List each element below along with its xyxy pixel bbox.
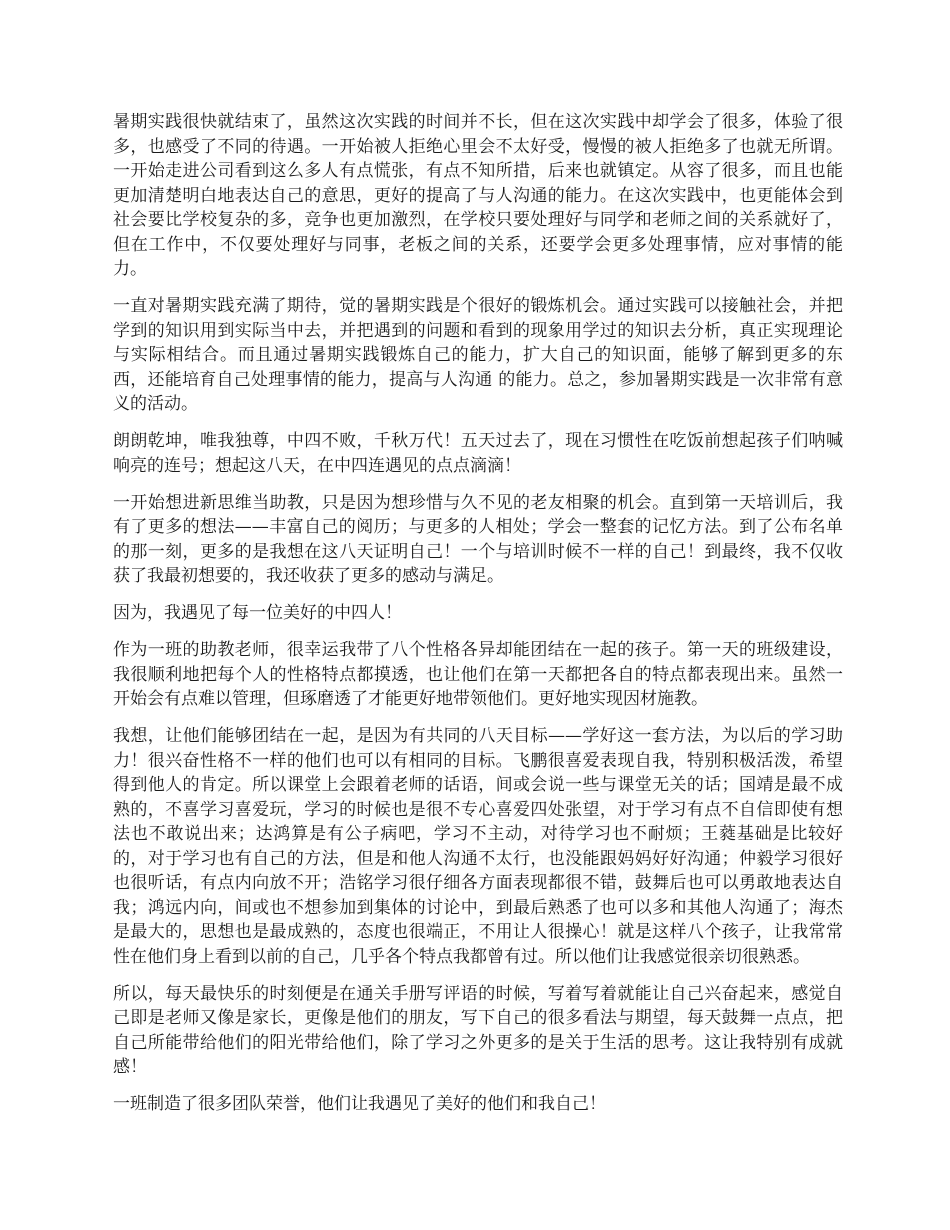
paragraph-5: 因为，我遇见了每一位美好的中四人！ bbox=[113, 603, 402, 623]
paragraph-1: 暑期实践很快就结束了，虽然这次实践的时间并不长，但在这次实践中却学会了很多，体验了很多，也感受了不同的待遇。一开始被人拒绝心里会不太好受，慢慢的被人拒绝多了也就无所谓。一开始走进公司看到这么多人有点慌张，有点不知所措，后来也就镇定。从容了很多，而且也能更加清楚明白地表达自己的意思，更好的提高了与人沟通的能力。在这次实践中，也更能体会到社会要比学校复杂的多，竞争也更加激烈，在学校只要处理好与同学和老师之间的关系就好了，但在工作中，不仅要处理好与同事，老板之间的关系，还要学会更多处理事情，应对事情的能力。 bbox=[113, 112, 843, 279]
document-body bbox=[113, 110, 843, 1129]
paragraph-6: 作为一班的助教老师，很幸运我带了八个性格各异却能团结在一起的孩子。第一天的班级建设，我很顺利地把每个人的性格特点都摸透，也让他们在第一天都把各自的特点都表现出来。虽然一开始会有点难以管理，但琢磨透了才能更好地带领他们。更好地实现因材施教。 bbox=[113, 640, 843, 709]
paragraph-2: 一直对暑期实践充满了期待，觉的暑期实践是个很好的锻炼机会。通过实践可以接触社会，并把学到的知识用到实际当中去，并把遇到的问题和看到的现象用学过的知识去分析，真正实现理论与实际相结合。而且通过暑期实践锻炼自己的能力，扩大自己的知识面，能够了解到更多的东西，还能培育自己处理事情的能力，提高与人沟通 的能力。总之，参加暑期实践是一次非常有意义的活动。 bbox=[113, 296, 843, 414]
paragraph-9: 一班制造了很多团队荣誉，他们让我遇见了美好的他们和我自己！ bbox=[113, 1094, 606, 1114]
paragraph-3: 朗朗乾坤，唯我独尊，中四不败，千秋万代！五天过去了，现在习惯性在吃饭前想起孩子们呐喊响亮的连号；想起这八天，在中四连遇见的点点滴滴！ bbox=[113, 431, 843, 476]
paragraph-4: 一开始想进新思维当助教，只是因为想珍惜与久不见的老友相聚的机会。直到第一天培训后，我有了更多的想法——丰富自己的阅历；与更多的人相处；学会一整套的记忆方法。到了公布名单的那一刻，更多的是我想在这八天证明自己！一个与培训时候不一样的自己！到最终，我不仅收获了我最初想要的，我还收获了更多的感动与满足。 bbox=[113, 492, 843, 586]
paragraph-7: 我想，让他们能够团结在一起，是因为有共同的八天目标——学好这一套方法，为以后的学习助力！很兴奋性格不一样的他们也可以有相同的目标。飞鹏很喜爱表现自我，特别积极活泼，希望得到他人的肯定。所以课堂上会跟着老师的话语，间或会说一些与课堂无关的话；国靖是最不成熟的，不喜学习喜爱玩，学习的时候也是很不专心喜爱四处张望，对于学习有点不自信即使有想法也不敢说出来；达鸿算是有公子病吧，学习不主动，对待学习也不耐烦；王蕤基础是比较好的，对于学习也有自己的方法，但是和他人沟通不太行，也没能跟妈妈好好沟通；仲毅学习很好也很听话，有点内向放不开；浩铭学习很仔细各方面表现都很不错，鼓舞后也可以勇敢地表达自我；鸿远内向，间或也不想参加到集体的讨论中，到最后熟悉了也可以多和其他人沟通了；海杰是最大的，思想也是最成熟的，态度也很端正，不用让人很操心！就是这样八个孩子，让我常常性在他们身上看到以前的自己，几乎各个特点我都曾有过。所以他们让我感觉很亲切很熟悉。 bbox=[113, 726, 843, 967]
paragraph-8: 所以，每天最快乐的时刻便是在通关手册写评语的时候，写着写着就能让自己兴奋起来，感觉自己即是老师又像是家长，更像是他们的朋友，写下自己的很多看法与期望，每天鼓舞一点点，把自己所能带给他们的阳光带给他们，除了学习之外更多的是关于生活的思考。这让我特别有成就感！ bbox=[113, 983, 843, 1077]
